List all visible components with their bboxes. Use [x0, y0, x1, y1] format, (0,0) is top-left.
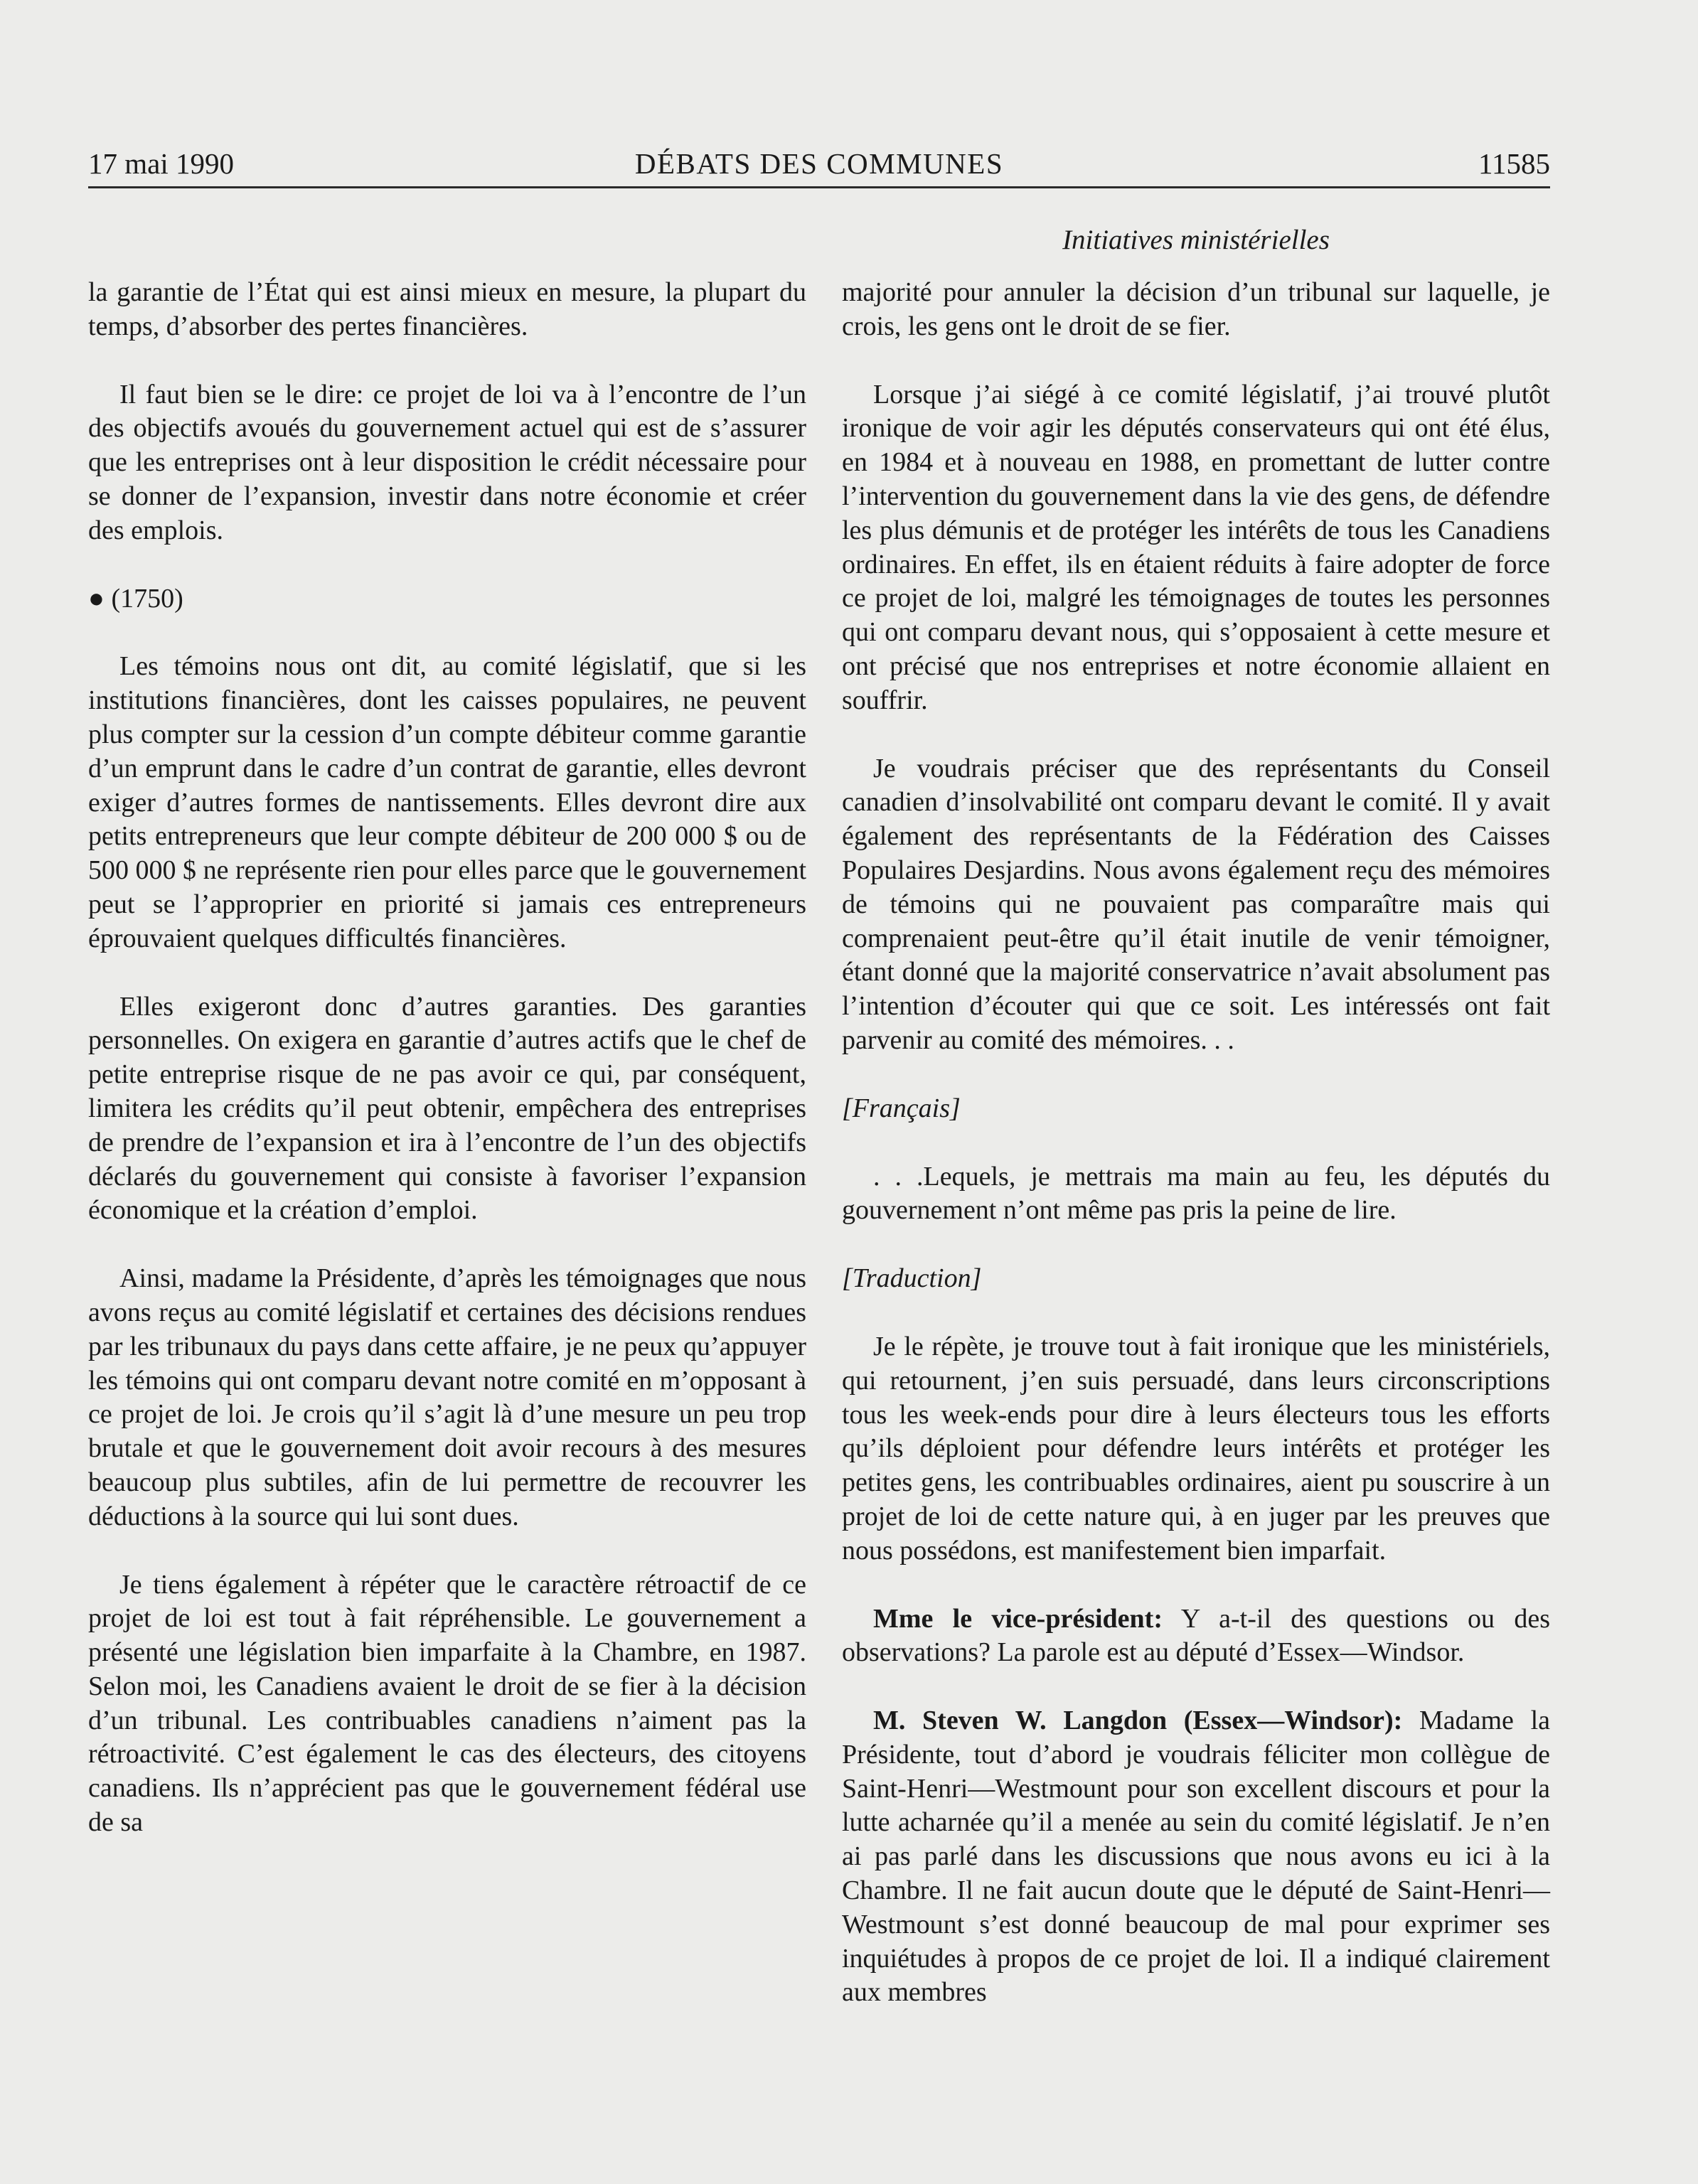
running-header [88, 141, 1550, 188]
paragraph: Elles exigeront donc d’autres garanties. Des garanties personnelles. On exigera en garantie d’autres actifs que le chef de petite entreprise risque de ne pas avoir ce qui, par conséquent, limitera les crédits qu’il peut obtenir, empêchera des entreprises de prendre de l’expansion et ira à l’encontre de l’un des objectifs déclarés du gouvernement qui consiste à favoriser l’expansion économique et la création d’emploi. [88, 991, 806, 1226]
paragraph: majorité pour annuler la décision d’un tribunal sur laquelle, je crois, les gens ont le droit de se fier. [842, 277, 1550, 341]
speaker-name: M. Steven W. Langdon (Essex—Windsor): [873, 1706, 1403, 1736]
speaker-paragraph [842, 1602, 1550, 1671]
paragraph: la garantie de l’État qui est ainsi mieux en mesure, la plupart du temps, d’absorber des pertes financières. [88, 277, 806, 341]
speaker-name: Mme le vice-président: [873, 1603, 1163, 1634]
speaker-text: Madame la Présidente, tout d’abord je voudrais féliciter mon collègue de Saint-Henri—Westmount pour son excellent discours et pour la lutte acharnée qu’il a menée au sein du comité législatif. Je n’en ai pas parlé dans les discussions que nous avons eu ici à la Chambre. Il ne fait aucun doute que le député de Saint-Henri—Westmount s’est donné beaucoup de mal pour exprimer ses inquiétudes à propos de ce projet de loi. Il a indiqué clairement aux membres [842, 1706, 1550, 2008]
speaker-text: Y a-t-il des questions ou des observations? La parole est au député d’Essex—Windsor. [842, 1603, 1550, 1668]
language-tag: [Français] [842, 1093, 961, 1123]
paragraph: Lorsque j’ai siégé à ce comité législatif, j’ai trouvé plutôt ironique de voir agir les députés conservateurs qui ont été élus, en 1984 et à nouveau en 1988, en promettant de lutter contre l’intervention du gouvernement dans la vie des gens, de défendre les plus démunis et de protéger les intérêts de tous les Canadiens ordinaires. En effet, ils en étaient réduits à faire adopter de force ce projet de loi, malgré les témoignages de toutes les personnes qui ont comparu devant nous, qui s’opposaient à cette mesure et ont précisé que nos entreprises et notre économie allaient en souffrir. [842, 379, 1550, 715]
paragraph: Je voudrais préciser que des représentants du Conseil canadien d’insolvabilité ont comparu devant le comité. Il y avait également des représentants de la Fédération des Caisses Populaires Desjardins. Nous avons également reçu des mémoires de témoins qui ne pouvaient pas comparaître mais qui comprenaient peut-être qu’il était inutile de venir témoigner, étant donné que la majorité conservatrice n’avait absolument pas l’intention d’écouter qui que ce soit. Les intéressés ont fait parvenir au comité des mémoires. . . [842, 753, 1550, 1055]
bullet-icon: ● [88, 583, 105, 614]
time-marker-text: (1750) [111, 583, 183, 614]
header-page-number: 11585 [1478, 147, 1550, 180]
paragraph: Ainsi, madame la Présidente, d’après les témoignages que nous avons reçus au comité législatif et certaines des décisions rendues par les tribunaux du pays dans cette affaire, je ne peux qu’appuyer les témoins qui ont comparu devant notre comité en m’opposant à ce projet de loi. Je crois qu’il s’agit là d’une mesure un peu trop brutale et que le gouvernement doit avoir recours à des mesures beaucoup plus subtiles, afin de lui permettre de recouvrer les déductions à la source qui lui sont dues. [88, 1263, 806, 1531]
left-column [88, 276, 806, 1874]
paragraph: Je tiens également à répéter que le caractère rétroactif de ce projet de loi est tout à fait répréhensible. Le gouvernement a présenté une législation bien imparfaite à la Chambre, en 1987. Selon moi, les Canadiens avaient le droit de se fier à la décision d’un tribunal. Les contribuables canadiens n’aiment pas la rétroactivité. C’est également le cas des électeurs, des citoyens canadiens. Ils n’apprécient pas que le gouvernement fédéral use de sa [88, 1569, 806, 1838]
paragraph: Les témoins nous ont dit, au comité législatif, que si les institutions financières, dont les caisses populaires, ne peuvent plus compter sur la cession d’un compte débiteur comme garantie d’un emprunt dans le cadre d’un contrat de garantie, elles devront exiger d’autres formes de nantissements. Elles devront dire aux petits entrepreneurs que leur compte débiteur de 200 000 $ ou de 500 000 $ ne représente rien pour elles parce que le gouvernement peut se l’approprier en priorité si jamais ces entrepreneurs éprouvaient quelques difficultés financières. [88, 651, 806, 953]
language-tag: [Traduction] [842, 1263, 982, 1294]
header-title: DÉBATS DES COMMUNES [634, 147, 1004, 180]
paragraph: Je le répète, je trouve tout à fait ironique que les ministériels, qui retournent, j’en suis persuadé, dans leurs circonscriptions tous les week-ends pour dire à leurs électeurs tous les efforts qu’ils déploient pour défendre leurs intérêts et protéger les petites gens, les contribuables ordinaires, aient pu souscrire à un projet de loi de cette nature qui, à en juger par les preuves que nous possédons, est manifestement bien imparfait. [842, 1331, 1550, 1565]
time-marker [88, 582, 806, 616]
right-column [842, 276, 1550, 2044]
paragraph: . . .Lequels, je mettrais ma main au feu, les députés du gouvernement n’ont même pas pris la peine de lire. [842, 1161, 1550, 1226]
header-date: 17 mai 1990 [88, 147, 234, 180]
section-title: Initiatives ministérielles [1062, 225, 1330, 255]
paragraph: Il faut bien se le dire: ce projet de loi va à l’encontre de l’un des objectifs avoués du gouvernement actuel qui est de s’assurer que les entreprises ont à leur disposition le crédit nécessaire pour se donner de l’expansion, investir dans notre économie et créer des emplois. [88, 379, 806, 545]
speaker-paragraph [842, 1704, 1550, 2010]
